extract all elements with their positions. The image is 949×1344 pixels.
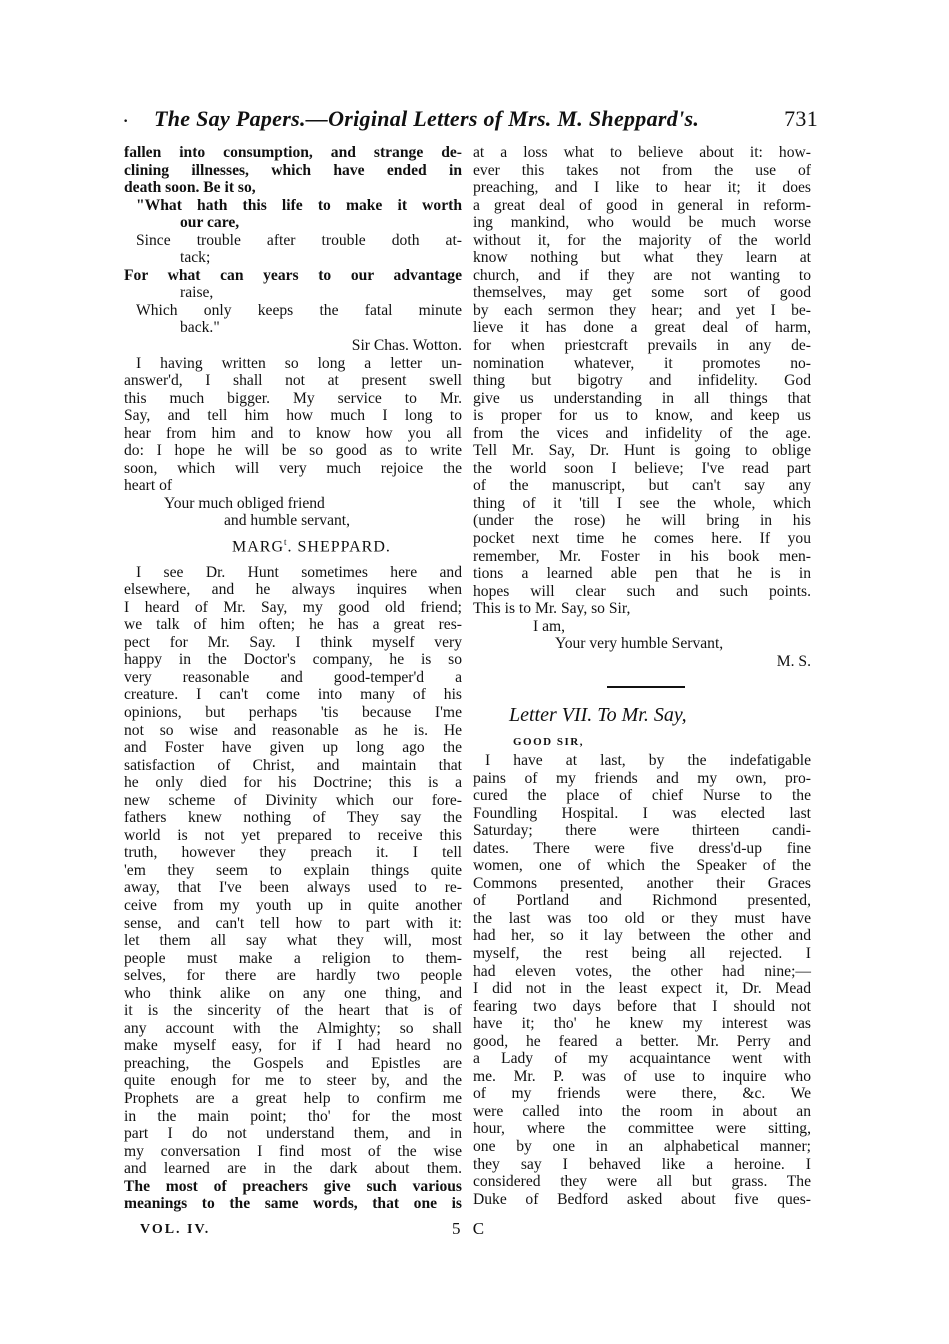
text-line: Duke of Bedford asked about five ques- (473, 1190, 811, 1208)
closing-line: and humble servant, (224, 512, 351, 530)
text-line: creature. I can't come into many of his (124, 686, 462, 704)
text-line: a great deal of good in general in reform- (473, 196, 811, 214)
text-line: elsewhere, and he always inquires when (124, 581, 462, 599)
text-line: hear from him and to know how you all (124, 424, 462, 442)
letter-heading: Letter VII. To Mr. Say, (509, 704, 687, 727)
text-line: one by one in an alphabetical manner; (473, 1137, 811, 1155)
text-line: any account with the Almighty; so shall (124, 1019, 462, 1037)
text-line: preaching, and I like to hear it; it does (473, 179, 811, 197)
text-line: Saturday; there were thirteen candi- (473, 822, 811, 840)
text-line: in the main point; tho' for the most (124, 1107, 462, 1125)
text-line: part I do not understand them, and in (124, 1125, 462, 1143)
text-line: ing mankind, who would be much worse (473, 214, 811, 232)
text-line: opinions, but perhaps 'tis because I'me (124, 703, 462, 721)
closing-line: I am, (533, 617, 566, 635)
text-line: of the manuscript, but can't say any (473, 477, 811, 495)
text-line: I see Dr. Hunt sometimes here and (136, 563, 462, 581)
text-line: were called into the room in about an (473, 1102, 811, 1120)
text-line: we talk of him often; he has a great res- (124, 616, 462, 634)
text-line: selves, for there are hardly two people (124, 967, 462, 985)
text-line: The most of preachers give such various (124, 1177, 462, 1195)
text-line: away, that I've been always used to re- (124, 879, 462, 897)
text-line: a Lady of my acquaintance went with (473, 1050, 811, 1068)
text-line: at a loss what to believe about it: how- (473, 144, 811, 161)
text-line: church, and if they are not wanting to (473, 266, 811, 284)
signature-mark: 5 C (452, 1219, 489, 1238)
text-line: preaching, the Gospels and Epistles are (124, 1054, 462, 1072)
right-column (473, 144, 811, 1208)
text-line: from the vices and infidelity of the age. (473, 424, 811, 442)
closing-line: Your much obliged friend (164, 494, 325, 512)
text-line: hopes will clear such and such points. (473, 582, 811, 600)
volume-label: VOL. IV. (140, 1222, 211, 1237)
text-line: soon, which will very much rejoice the (124, 459, 462, 477)
text-line: answer'd, I shall not at present swell (124, 372, 462, 390)
text-line: sense, and can't tell how to part with it: (124, 914, 462, 932)
text-line: dates. There were five dress'd-up fine (473, 839, 811, 857)
text-line: know nothing but what they learn at (473, 249, 811, 267)
text-line: heart of (124, 477, 173, 495)
text-line: they say I behaved like a heroine. I (473, 1155, 811, 1173)
poem-line: Which only keeps the fatal minute (136, 301, 462, 319)
text-line: Tell Mr. Say, Dr. Hunt is going to oblige (473, 442, 811, 460)
poem-line: back." (180, 319, 220, 337)
text-line: do: I hope he will be so good as to write (124, 442, 462, 460)
left-column (124, 144, 462, 1213)
running-head (118, 106, 818, 136)
text-line: and learned are in the dark about them. (124, 1160, 462, 1178)
text-line: I have at last, by the indefatigable (485, 751, 811, 769)
text-line: 'em they seem to explain things quite (124, 861, 462, 879)
text-line: quite enough for me to steer by, and the (124, 1072, 462, 1090)
text-line: this much bigger. My service to Mr. (124, 389, 462, 407)
text-line: Prophets are a great help to confirm me (124, 1089, 462, 1107)
text-line: had eleven votes, the other had nine;— (473, 962, 811, 980)
poem-line: For what can years to our advantage (124, 266, 462, 284)
text-line: without it, for the majority of the world (473, 231, 811, 249)
text-line: women, one of which the Speaker of the (473, 857, 811, 875)
text-line: thing of it 'till I see the whole, which (473, 494, 811, 512)
poem-line: raise, (180, 284, 214, 302)
salutation: GOOD SIR, (513, 736, 584, 749)
signature: M. S. (776, 652, 811, 670)
text-line: have it; tho' he knew my interest was (473, 1015, 811, 1033)
page-number: 731 (784, 106, 818, 131)
closing-line: Your very humble Servant, (555, 635, 724, 653)
text-line: I having written so long a letter un- (136, 354, 462, 372)
text-line: had her, so it lay between the other and (473, 927, 811, 945)
text-line: not so wise and reasonable as he is. He (124, 721, 462, 739)
text-line: myself, the rest being all rejected. I (473, 944, 811, 962)
text-line: very reasonable and good-temper'd a (124, 668, 462, 686)
text-line: who think alike on any one thing, and (124, 984, 462, 1002)
text-line: he only died for his Doctrine; this is a (124, 774, 462, 792)
text-line: is proper for us to know, and keep us (473, 407, 811, 425)
text-line: fallen into consumption, and strange de- (124, 144, 462, 161)
text-line: thing but bigotry and infidelity. God (473, 372, 811, 390)
poem-line: tack; (180, 249, 211, 267)
text-line: give us understanding in all things that (473, 389, 811, 407)
text-line: nomination whatever, it promotes no- (473, 354, 811, 372)
text-line: This is to Mr. Say, so Sir, (473, 600, 631, 618)
text-line: and Foster have given up long ago the (124, 739, 462, 757)
poem-line: Since trouble after trouble doth at- (136, 231, 462, 249)
text-line: tions a learned able pen that he is in (473, 565, 811, 583)
text-line: hour, where the committee were sitting, (473, 1120, 811, 1138)
text-line: pocket next time he comes here. If you (473, 530, 811, 548)
text-line: happy in the Doctor's company, he is so (124, 651, 462, 669)
text-line: Foundling Hospital. I was elected last (473, 804, 811, 822)
text-line: cured the place of chief Nurse to the (473, 787, 811, 805)
text-line: I heard of Mr. Say, my good old friend; (124, 598, 462, 616)
text-line: satisfaction of Christ, and maintain that (124, 756, 462, 774)
poem-attribution: Sir Chas. Wotton. (351, 337, 462, 355)
text-line: fearing two days before that I should not (473, 997, 811, 1015)
text-line: people must make a religion to them- (124, 949, 462, 967)
poem-line: our care, (180, 214, 240, 232)
text-line: lieve it has done a great deal of harm, (473, 319, 811, 337)
text-line: the world soon I believe; I've read part (473, 459, 811, 477)
text-line: me. Mr. P. was of use to inquire who (473, 1067, 811, 1085)
section-divider (607, 686, 685, 688)
text-line: Say, and tell him how much I long to (124, 407, 462, 425)
text-line: fathers knew nothing of They say the (124, 809, 462, 827)
text-line: of my friends were there, &c. We (473, 1085, 811, 1103)
text-line: themselves, may get some sort of good (473, 284, 811, 302)
text-line: good, he feared a better. Mr. Perry and (473, 1032, 811, 1050)
text-line: my conversation I find most of the wise (124, 1142, 462, 1160)
text-line: the last was too old or they must have (473, 909, 811, 927)
signature: MARG$^t$. SHEPPARD. (232, 537, 391, 556)
text-line: ever this takes not from the use of (473, 161, 811, 179)
text-line: for when priestcraft prevails in any de- (473, 337, 811, 355)
text-line: meanings to the same words, that one is (124, 1195, 462, 1213)
margin-mark: · (122, 108, 130, 133)
text-line: clining illnesses, which have ended in (124, 161, 462, 179)
text-line: pect for Mr. Say. I think myself very (124, 633, 462, 651)
text-line: by each sermon they hear; and yet I be- (473, 301, 811, 319)
text-line: Commons presented, another their Graces (473, 874, 811, 892)
text-line: (under the rose) he will bring in his (473, 512, 811, 530)
text-line: truth, however they preach it. I tell (124, 844, 462, 862)
text-line: considered they were all but grass. The (473, 1173, 811, 1191)
text-line: of Portland and Richmond presented, (473, 892, 811, 910)
poem-line: "What hath this life to make it worth (136, 196, 462, 214)
text-line: world is not yet prepared to receive this (124, 826, 462, 844)
text-line: new scheme of Divinity which our fore- (124, 791, 462, 809)
text-line: let them all say what they will, most (124, 932, 462, 950)
text-line: I did not in the least expect it, Dr. Mead (473, 980, 811, 998)
text-line: ceive from my youth up in quite another (124, 896, 462, 914)
text-line: pains of my friends and my own, pro- (473, 769, 811, 787)
text-line: death soon. Be it so, (124, 179, 256, 197)
text-line: remember, Mr. Foster in his book men- (473, 547, 811, 565)
page-title: The Say Papers.—Original Letters of Mrs. M. Sheppard's. (154, 106, 700, 131)
text-line: make myself easy, for if I had heard no (124, 1037, 462, 1055)
text-line: it is the sincerity of the heart that is of (124, 1002, 462, 1020)
